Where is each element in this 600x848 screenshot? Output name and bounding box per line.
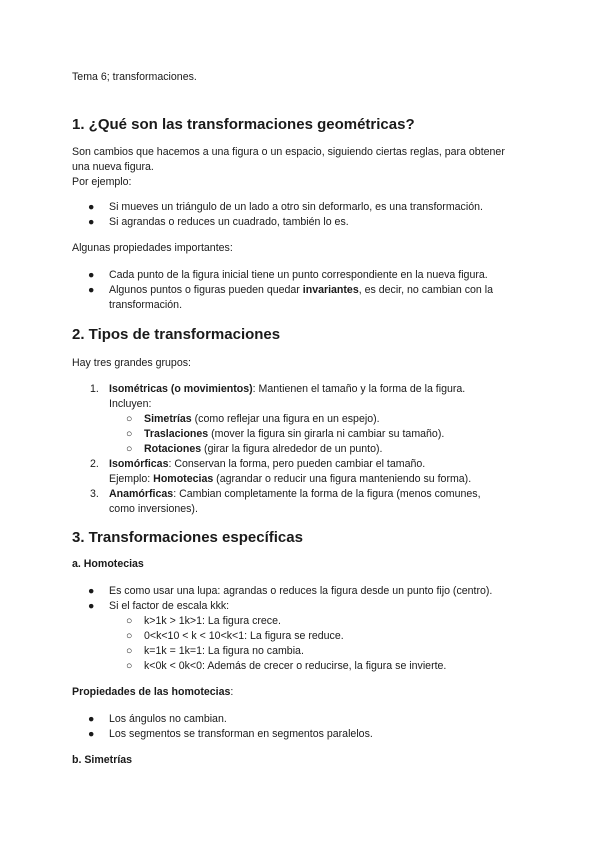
intro-line-1: Son cambios que hacemos a una figura o un espacio, siguiendo ciertas reglas, para obtener	[72, 146, 505, 158]
properties-list	[72, 268, 528, 313]
list-item: 1. Isométricas (o movimientos): Mantienen el tamaño y la forma de la figura. Incluyen:	[90, 383, 466, 410]
bullet-icon: ●	[88, 201, 95, 213]
list-item: ○ Traslaciones (mover la figura sin girarla ni cambiar su tamaño).	[126, 428, 445, 440]
list-item: ● Si el factor de escala kkk:	[88, 600, 230, 612]
circle-bullet-icon: ○	[126, 645, 133, 657]
list-item: ○ Rotaciones (girar la figura alrededor de un punto).	[126, 443, 383, 455]
circle-bullet-icon: ○	[126, 428, 133, 440]
list-item: ● Los ángulos no cambian.	[88, 713, 227, 725]
homotecias-heading: a. Homotecias	[72, 558, 144, 570]
bullet-icon: ●	[88, 284, 95, 296]
list-item: ● Si mueves un triángulo de un lado a otro sin deformarlo, es una transformación.	[88, 201, 483, 213]
section-3-title: 3. Transformaciones específicas	[72, 529, 303, 546]
circle-bullet-icon: ○	[126, 443, 133, 455]
list-item: ● Algunos puntos o figuras pueden quedar invariantes, es decir, no cambian con la transformación.	[88, 284, 493, 311]
list-item: ● Si agrandas o reduces un cuadrado, también lo es.	[88, 216, 349, 228]
homotecias-properties-list	[72, 712, 528, 742]
properties-label: Algunas propiedades importantes:	[72, 242, 233, 254]
circle-bullet-icon: ○	[126, 615, 133, 627]
circle-bullet-icon: ○	[126, 660, 133, 672]
list-item: 3. Anamórficas: Cambian completamente la forma de la figura (menos comunes, como inversiones).	[90, 488, 481, 515]
bullet-icon: ●	[88, 585, 95, 597]
homotecias-properties-heading: Propiedades de las homotecias:	[72, 686, 234, 698]
groups-list	[72, 382, 528, 517]
list-item: ○ 0<k<10 < k < 10<k<1: La figura se reduce.	[126, 630, 344, 642]
bullet-icon: ●	[88, 269, 95, 281]
examples-list	[72, 200, 528, 230]
bullet-icon: ●	[88, 216, 95, 228]
topic-header: Tema 6; transformaciones.	[72, 71, 197, 83]
bullet-icon: ●	[88, 728, 95, 740]
list-item: ○ Simetrías (como reflejar una figura en un espejo).	[126, 413, 380, 425]
bullet-icon: ●	[88, 600, 95, 612]
intro-line-2: una nueva figura.	[72, 161, 154, 173]
homotecias-list	[72, 584, 528, 674]
list-item: ● Los segmentos se transforman en segmentos paralelos.	[88, 728, 373, 740]
example-label: Por ejemplo:	[72, 176, 132, 188]
section-1-intro	[72, 145, 532, 190]
section-2-intro: Hay tres grandes grupos:	[72, 357, 191, 369]
list-item: ○ k=1k = 1k=1: La figura no cambia.	[126, 645, 304, 657]
list-item: 2. Isomórficas: Conservan la forma, pero pueden cambiar el tamaño. Ejemplo: Homotecias (agrandar o reducir una figura manteniendo su forma).	[90, 458, 472, 485]
circle-bullet-icon: ○	[126, 413, 133, 425]
bullet-icon: ●	[88, 713, 95, 725]
list-item: ● Cada punto de la figura inicial tiene un punto correspondiente en la nueva figura.	[88, 269, 488, 281]
circle-bullet-icon: ○	[126, 630, 133, 642]
section-2-title: 2. Tipos de transformaciones	[72, 326, 281, 343]
list-item: ○ k<0k < 0k<0: Además de crecer o reducirse, la figura se invierte.	[126, 660, 447, 672]
section-1-title: 1. ¿Qué son las transformaciones geométricas?	[72, 116, 415, 133]
list-item: ○ k>1k > 1k>1: La figura crece.	[126, 615, 281, 627]
simetrias-heading: b. Simetrías	[72, 754, 133, 766]
list-item: ● Es como usar una lupa: agrandas o reduces la figura desde un punto fijo (centro).	[88, 585, 493, 597]
